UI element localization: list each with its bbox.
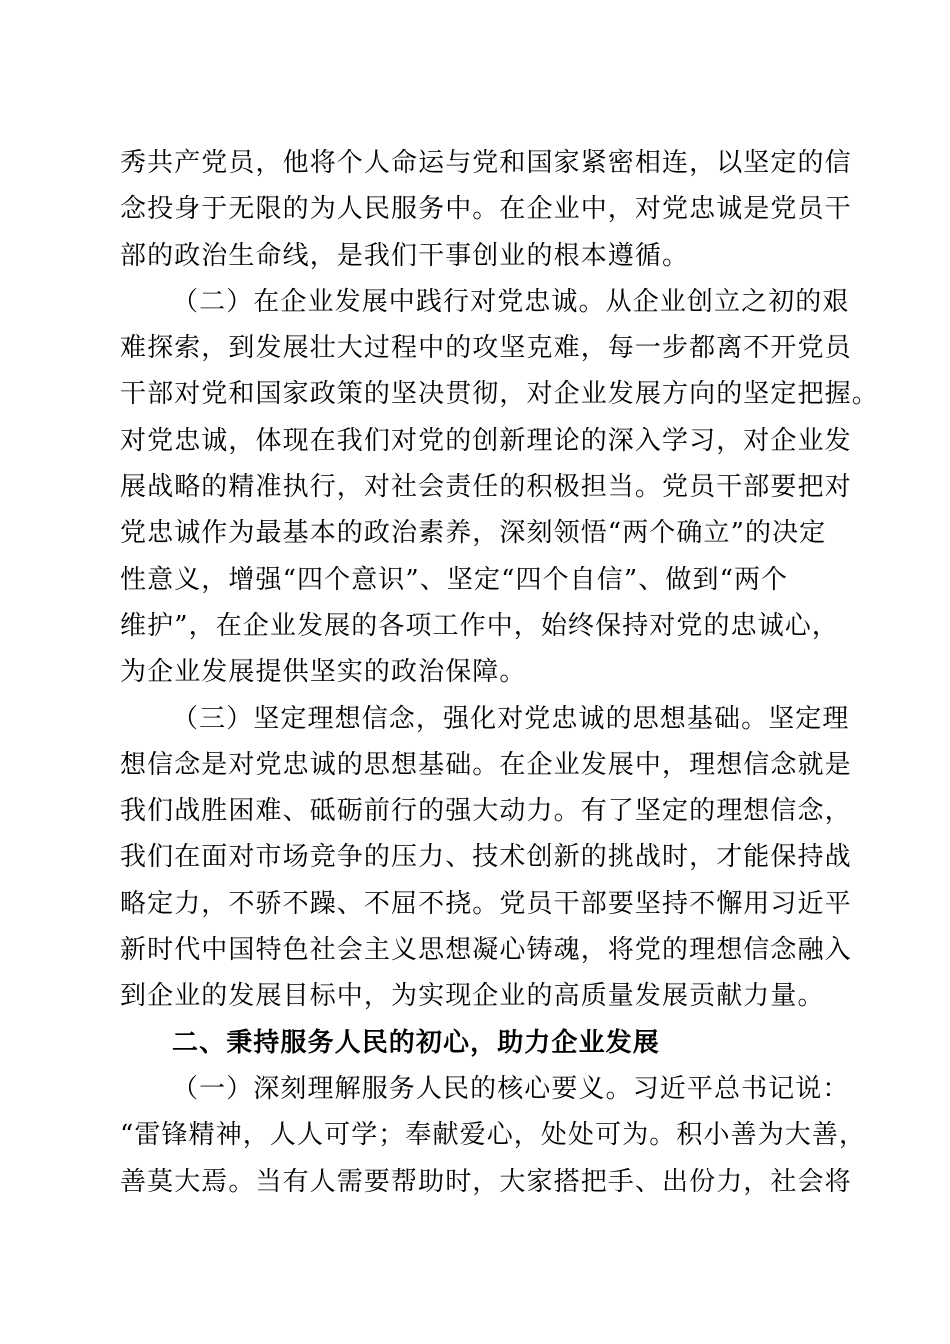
line-text: 念投身于无限的为人民服务中。在企业中，对党忠诚是党员干 xyxy=(120,194,852,225)
line-text: 新时代中国特色社会主义思想凝心铸魂，将党的理想信念融入 xyxy=(120,935,852,966)
text-line xyxy=(120,742,852,788)
line-text: 到企业的发展目标中，为实现企业的高质量发展贡献力量。 xyxy=(120,981,825,1012)
line-text: 性意义，增强“四个意识”、坚定“四个自信”、做到“两个 xyxy=(120,564,789,595)
line-text: 想信念是对党忠诚的思想基础。在企业发展中，理想信念就是 xyxy=(120,749,852,780)
text-line xyxy=(120,325,852,371)
line-text: 习近平总书记说： xyxy=(632,1073,850,1104)
line-text: 对党忠诚，体现在我们对党的创新理论的深入学习，对企业发 xyxy=(120,425,852,456)
text-line xyxy=(120,279,850,325)
text-line xyxy=(120,557,836,603)
subheading-lead: （一）深刻理解服务人民的核心要义。 xyxy=(172,1073,633,1104)
subheading-lead: （二）在企业发展中践行对党忠诚。 xyxy=(172,286,606,317)
line-text: 坚定理 xyxy=(768,703,850,734)
line-text: 善莫大焉。当有人需要帮助时，大家搭把手、出份力，社会将 xyxy=(120,1166,852,1197)
text-line xyxy=(120,973,836,1019)
line-text: 从企业创立之初的艰 xyxy=(605,286,850,317)
text-line xyxy=(120,788,852,834)
line-text: 难探索，到发展壮大过程中的攻坚克难，每一步都离不开党员 xyxy=(120,333,852,364)
line-text: 秀共产党员，他将个人命运与党和国家紧密相连，以坚定的信 xyxy=(120,148,852,178)
text-line xyxy=(120,881,852,927)
document-body xyxy=(120,140,879,1205)
text-line xyxy=(120,371,879,417)
line-text: 维护”，在企业发展的各项工作中，始终保持对党的忠诚心， xyxy=(120,610,839,641)
text-line xyxy=(120,186,852,232)
line-text: 展战略的精准执行，对社会责任的积极担当。党员干部要把对 xyxy=(120,472,852,503)
line-text: “雷锋精神，人人可学；奉献爱心，处处可为。积小善为大善， xyxy=(120,1120,867,1151)
text-line xyxy=(120,927,852,973)
text-line xyxy=(120,140,852,186)
text-line xyxy=(120,1159,852,1205)
line-text: 我们战胜困难、砥砺前行的强大动力。有了坚定的理想信念， xyxy=(120,796,852,827)
line-text: 我们在面对市场竞争的压力、技术创新的挑战时，才能保持战 xyxy=(120,842,852,873)
text-line xyxy=(120,603,839,649)
section-heading xyxy=(120,1020,836,1066)
line-text: 部的政治生命线，是我们干事创业的根本遵循。 xyxy=(120,240,690,271)
text-line xyxy=(120,464,852,510)
line-text: 二、秉持服务人民的初心，助力企业发展 xyxy=(172,1027,660,1058)
text-line xyxy=(120,834,852,880)
text-line xyxy=(120,1066,850,1112)
line-text: 为企业发展提供坚实的政治保障。 xyxy=(120,657,527,688)
text-line xyxy=(120,1112,867,1158)
text-line xyxy=(120,418,852,464)
line-text: 干部对党和国家政策的坚决贯彻，对企业发展方向的坚定把握。 xyxy=(120,379,879,410)
subheading-lead: （三）坚定理想信念，强化对党忠诚的思想基础。 xyxy=(172,703,769,734)
line-text: 略定力，不骄不躁、不屈不挠。党员干部要坚持不懈用习近平 xyxy=(120,888,852,919)
text-line xyxy=(120,649,836,695)
line-text: 党忠诚作为最基本的政治素养，深刻领悟“两个确立”的决定 xyxy=(120,518,827,549)
text-line xyxy=(120,510,836,556)
text-line xyxy=(120,233,836,279)
text-line xyxy=(120,696,850,742)
